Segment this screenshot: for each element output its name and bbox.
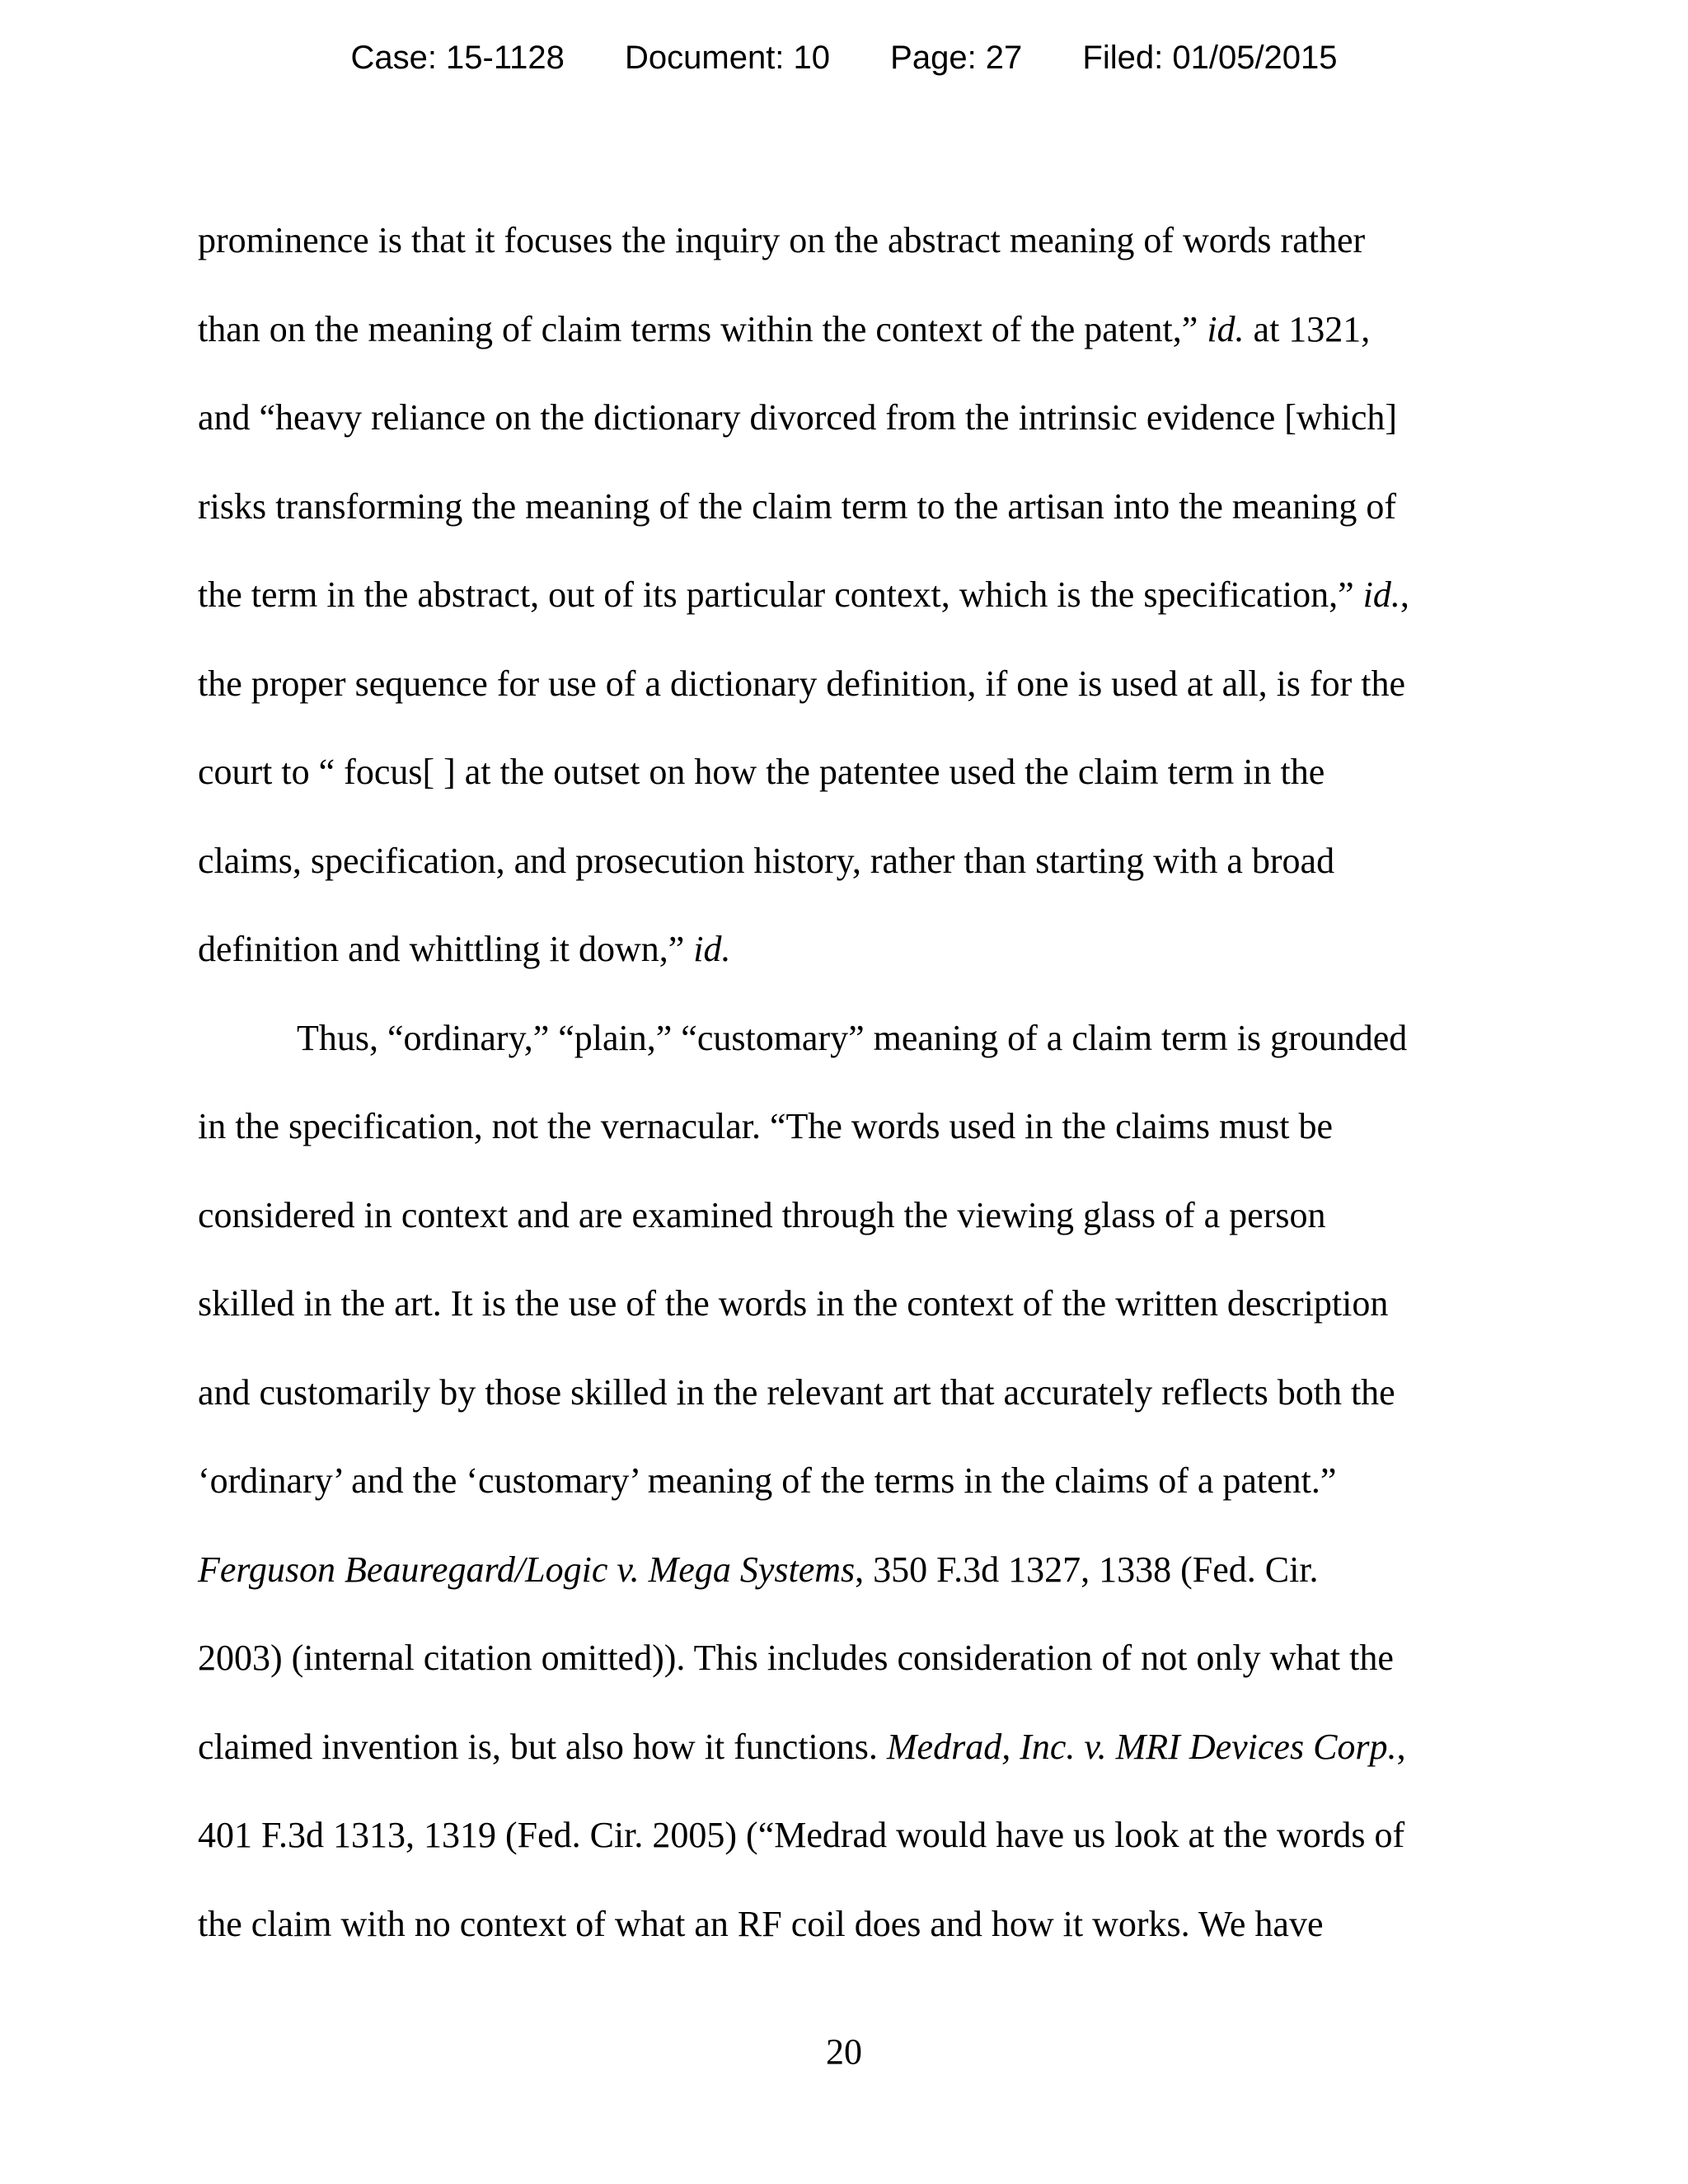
text-line [198,640,1500,729]
text-segment: definition and whittling it down,” [198,929,694,969]
text-segment: and customarily by those skilled in the relevant art that accurately reflects both the [198,1371,1395,1413]
text-line [198,905,1500,994]
italic-citation: id. [1207,308,1245,349]
text-line [198,1259,1500,1348]
text-line [198,1348,1500,1437]
header-filed-date: Filed: 01/05/2015 [1082,40,1338,76]
text-line [198,1526,1500,1615]
header-case-number: Case: 15-1128 [350,40,565,76]
text-line [198,285,1500,374]
case-header [0,36,1688,79]
italic-citation: Ferguson Beauregard/Logic v. Mega Systems [198,1549,856,1590]
text-line [198,1614,1500,1703]
italic-citation: Medrad, Inc. v. MRI Devices Corp. [886,1726,1397,1767]
text-line [198,1171,1500,1260]
text-segment: Thus, “ordinary,” “plain,” “customary” meaning of a claim term is grounded [297,1017,1408,1058]
text-segment: the term in the abstract, out of its particular context, which is the specification,” [198,574,1363,615]
page-number: 20 [826,2032,862,2072]
text-line [198,373,1500,462]
text-segment: in the specification, not the vernacular. “The words used in the claims must be [198,1106,1334,1146]
text-segment: 2003) (internal citation omitted)). This includes consideration of not only what the [198,1638,1394,1678]
text-line [198,1082,1500,1171]
text-segment: the proper sequence for use of a dictionary definition, if one is used at all, is for the [198,663,1405,704]
text-segment: claimed invention is, but also how it functions. [198,1726,887,1767]
text-segment: , 350 F.3d 1327, 1338 (Fed. Cir. [855,1549,1319,1590]
italic-citation: id. [693,929,731,969]
text-segment: claims, specification, and prosecution history, rather than starting with a broad [198,840,1335,881]
text-line [198,462,1500,551]
header-document-number: Document: 10 [625,40,831,76]
text-segment: prominence is that it focuses the inquiry on the abstract meaning of words rather [198,220,1366,260]
text-segment: considered in context and are examined through the viewing glass of a person [198,1194,1326,1235]
text-line [198,1791,1500,1880]
text-line [198,551,1500,640]
text-segment: at 1321, [1244,308,1371,349]
text-segment: skilled in the art. It is the use of the words in the context of the written description [198,1283,1389,1324]
text-line [198,994,1500,1083]
text-line [198,728,1500,817]
text-segment: court to “ focus[ ] at the outset on how the patentee used the claim term in the [198,752,1325,792]
text-segment: , [1396,1726,1406,1767]
text-line [198,1880,1500,1969]
text-segment: risks transforming the meaning of the claim term to the artisan into the meaning of [198,485,1397,527]
text-line [198,1703,1500,1792]
text-line [198,817,1500,906]
text-line [198,196,1500,285]
text-segment: , [1400,574,1409,615]
brief-body-text [198,196,1500,1968]
text-segment: and “heavy reliance on the dictionary divorced from the intrinsic evidence [which] [198,397,1398,438]
text-segment: than on the meaning of claim terms within the context of the patent,” [198,308,1207,349]
text-segment: the claim with no context of what an RF coil does and how it works. We have [198,1903,1324,1944]
italic-citation: id. [1362,574,1400,615]
text-line [198,1436,1500,1526]
header-page-number: Page: 27 [890,40,1023,76]
text-segment: ‘ordinary’ and the ‘customary’ meaning of the terms in the claims of a patent.” [198,1460,1337,1501]
text-segment: 401 F.3d 1313, 1319 (Fed. Cir. 2005) (“Medrad would have us look at the words of [198,1815,1405,1855]
